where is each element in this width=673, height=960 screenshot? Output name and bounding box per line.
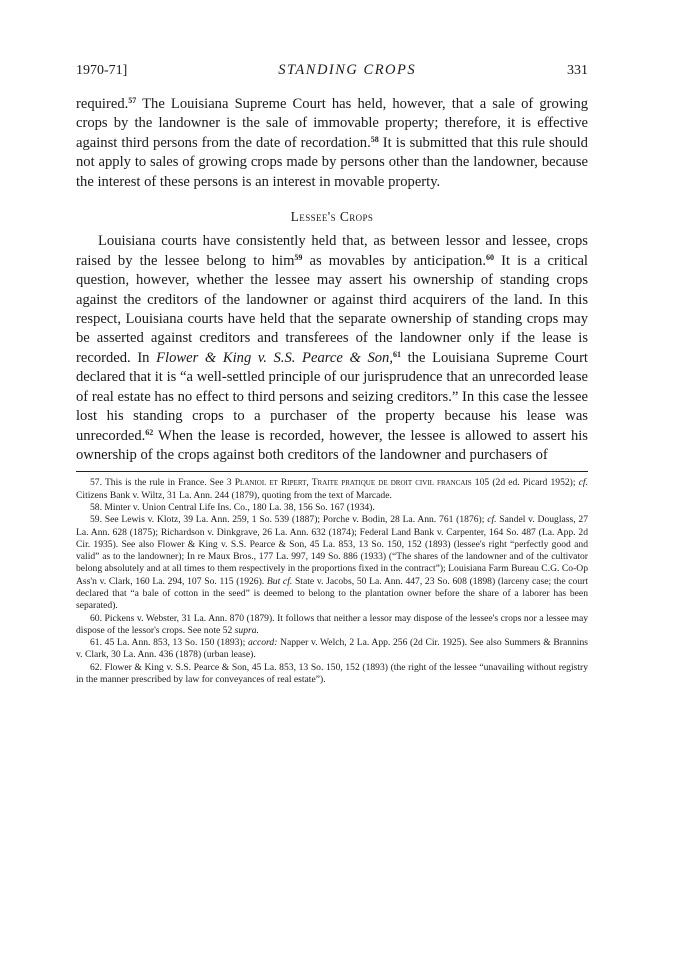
text-run: the Louisiana Supreme Court declared that it is “a well-settled principle of our jurisprudence that an unrecorded lease of real estate has no effect to third persons and seizing creditors.” In this case the lessee lost his standing crops to a purchaser of the property because his lease was unrecorded.	[76, 349, 588, 444]
paragraph-1	[76, 95, 588, 192]
header-page-number: 331	[567, 63, 588, 78]
text-run: It is submitted that this rule should not apply to sales of growing crops made by persons other than the landowner, because the interest of these persons is an interest in movable property.	[76, 134, 588, 190]
text-run: Louisiana courts have consistently held that, as between lessor and lessee, crops raised by the lessee belong to him	[76, 233, 588, 269]
footnote-59: 59. See Lewis v. Klotz, 39 La. Ann. 259, 1 So. 539 (1887); Porche v. Bodin, 28 La. Ann. 761 (1876); cf. Sandel v. Douglass, 27 La. Ann. 628 (1875); Richardson v. Dinkgrave, 26 La. Ann. 632 (1874); Federal Land Bank v. Carpenter, 164 So. 487 (La. App. 2d Cir. 1935). See also Flower & King v. S.S. Pearce & Son, 45 La. 853, 13 So. 150, 152 (1893) (lessee's right “perfectly good and valid” as to the landowner); In re Maux Bros., 177 La. 997, 149 So. 886 (1933) (“The shares of the landowner and of the cultivator belong absolutely and at all times to them respectively in the proportions fixed in the contract”); Louisiana Farm Bureau C.G. Co-Op Ass'n v. Clark, 160 La. 294, 107 So. 115 (1926). But cf. State v. Jacobs, 50 La. Ann. 447, 23 So. 608 (1898) (larceny case; the court declared that “a bale of cotton in the seed” is deemed to belong to the plantation owner before the share of a laborer has been separated).	[76, 514, 589, 612]
header-title: STANDING CROPS	[278, 62, 417, 78]
footnote-61: 61. 45 La. Ann. 853, 13 So. 150 (1893); accord: Napper v. Welch, 2 La. App. 256 (2d Cir. 1925). See also Summers & Brannins v. Clark, 30 La. Ann. 436 (1878) (urban lease).	[76, 637, 588, 661]
header-volume-year: 1970-71]	[76, 63, 128, 78]
footnotes	[76, 477, 588, 686]
footnote-62: 62. Flower & King v. S.S. Pearce & Son, 45 La. 853, 13 So. 150, 152 (1893) (the right of the lessee “unavailing without registry in the manner prescribed by law for conveyances of real estate”).	[76, 661, 588, 686]
text-run: When the lease is recorded, however, the lessee is allowed to assert his ownership of the crops against both creditors of the landowner and purchasers of	[76, 427, 588, 463]
case-name: Flower & King v. S.S. Pearce & Son,	[156, 349, 393, 366]
text-run: required.	[76, 96, 129, 112]
running-header	[76, 62, 588, 79]
text-run: The Louisiana Supreme Court has held, however, that a sale of growing crops by the landowner is the sale of immovable property; therefore, it is effective against third persons from the date of recordation.	[76, 96, 588, 151]
footnote-ref-60: 60	[486, 252, 494, 262]
main-text	[76, 95, 588, 686]
footnote-60: 60. Pickens v. Webster, 31 La. Ann. 870 (1879). It follows that neither a lessor may dispose of the lessee's crops nor a lessee may dispose of the lessor's crops. See note 52 supra.	[76, 612, 588, 636]
footnote-divider	[76, 471, 588, 472]
footnote-58: 58. Minter v. Union Central Life Ins. Co., 180 La. 38, 156 So. 167 (1934).	[90, 501, 375, 513]
footnote-ref-59: 59	[294, 252, 303, 262]
paragraph-2	[76, 232, 588, 465]
footnote-57: 57. This is the rule in France. See 3 Planiol et Ripert, Traite pratique de droit civil francais 105 (2d ed. Picard 1952); cf. Citizens Bank v. Wiltz, 31 La. Ann. 244 (1879), quoting from the text of Marcade.	[76, 477, 588, 501]
section-heading: Lessee's Crops	[290, 209, 374, 225]
footnote-ref-57: 57	[128, 96, 137, 105]
text-run: as movables by anticipation.	[302, 252, 486, 269]
footnote-ref-58: 58	[370, 134, 379, 144]
footnote-ref-61: 61	[392, 349, 401, 359]
footnote-ref-62: 62	[145, 427, 154, 437]
text-run: It is a critical question, however, whether the lessee may assert his ownership of standing crops against the creditors of the landowner or against third acquirers of the land. In this respect, Louisiana courts have held that the separate ownership of standing crops may be asserted against creditors and transferees of the landowner only if the lease is recorded. In	[76, 252, 588, 366]
